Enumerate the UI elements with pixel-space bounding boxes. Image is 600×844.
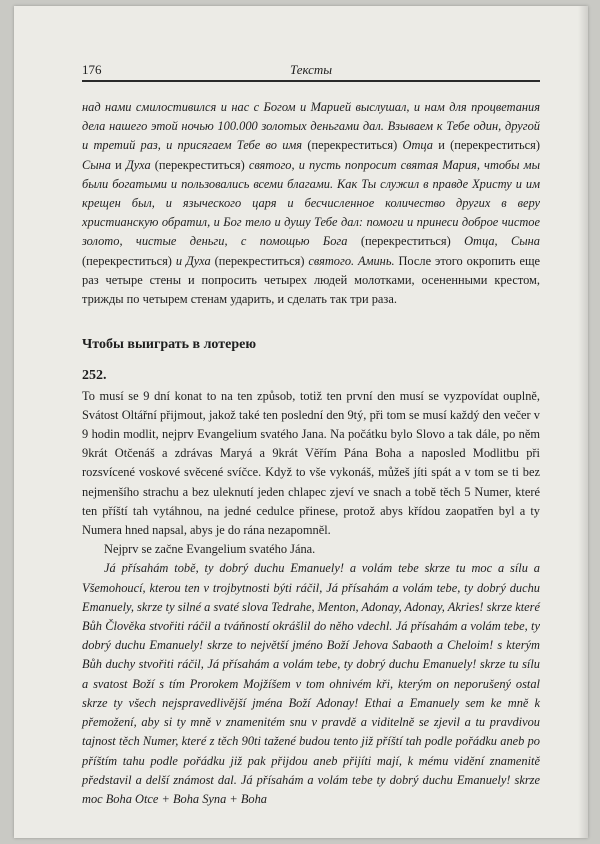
prayer-text-segment: (перекреститься) [360,234,465,249]
instructions-paragraph: To musí se 9 dní konat to na ten způsob, totiž ten první den musí se vyzpovídat ouplně, Svátost Oltářní přijmout, jakož také ten poslední den 9tý, při tom se musí každý den večer v 9 hodin modlit, nejprv Evangelium svatého Jana. Na počátku bylo Slovo a tak dále, po něm 9krát Otčenáš a zdrávas Maryá a 9krát Věřím Pána Boha a naposled Modlitbu při rozsvícené voskové svěcené svíčce. Když to vše vykonáš, můžeš jíti spát a v tom se ti bez nejmenšího strachu a bez uleknutí jeden chlapec zjeví ve snach a tobě těch 5 Numer, které ten příští tah vytáhnou, na jedné cedulce přinese, protož abys křídou zaopatřen byl a ty Numera hned napsal, abys je do rána nezapomněl. [82,388,540,538]
prayer-text-segment: и Духа [175,253,215,268]
prayer-text-segment: и (перекреститься) [438,138,540,153]
prayer-text-segment: святого, и пусть попросит святая Мария, чтобы мы были богатыми и пользовались всеми благами. Как Ты служил в правде Христу и им крещен был, и языческого царя и бесчисленное количество других в веру христианскую обратил, и Бог тело и душу Тебе дал: помоги и принеси доброе чистое золото, чистые деньги, с помощью Бога [82,157,540,249]
section-heading: Чтобы выиграть в лотерею [82,337,257,353]
prayer-text-segment: Сына [82,157,116,172]
prayer-text-segment: Духа [125,157,155,172]
page-edge-shadow [578,6,588,838]
prayer-text-segment: и [115,157,126,172]
gospel-note: Nejprv se začne Evangelium svatého Jána. [104,542,316,557]
prayer-text-segment: над нами смилостивился и нас с Богом и Марией выслушал, и нам для процветания дела нашего этой ночью 100.000 золотых деньгами дал. Взываем к Тебе один, другой и третий раз, и присягаем Тебе во имя [82,100,540,153]
page-body [82,98,540,809]
book-page [14,6,588,838]
prayer-text-segment: (перекреститься) [82,253,176,268]
page-number: 176 [82,62,102,77]
prayer-text-segment: (перекреститься) [154,157,249,172]
prayer-text-segment: святого. Аминь. [308,253,399,268]
prayer-text-segment: Отца, Сына [464,234,540,249]
prayer-text-segment: (перекреститься) [214,253,309,268]
prayer-text-segment: После этого окропить еще раз четыре стены и попросить четырех людей молотками, осененными крестом, трижды по четырем стенам ударить, и сделать так три раза. [82,253,540,307]
page-header [82,62,540,78]
prayer-paragraph [82,98,540,309]
prayer-text-segment: (перекреститься) [307,138,403,153]
running-title: Тексты [289,62,333,77]
header-rule [82,80,540,82]
invocation-paragraph: Já přísahám tobě, ty dobrý duchu Emanuely! a volám tebe skrze tu moc a sílu a Všemohoucí, kterou ten v trojbytnosti býti ráčil, Já přísahám a volám tebe, ty dobrý duchu Emanuely, skrze ty silné a svaté slova Tedrahe, Menton, Adonay, Adonay, Akries! skrze které Bůh Člověka stvořiti ráčil a tváňností okrášlil do něho vdechl. Já přísahám a volám tebe, ty dobrý duchu Emanuely! skrze to největší jméno Boží Jehova Sabaoth a Cheloim! s kterým Bůh duchy stvořiti ráčil, Já přísahám a volám tebe, ty dobrý duchu Emanuely! skrze tu sílu a svatost Boží s tím Prorokem Mojžíšem v tom ohnivém kři, kterým on neporušený ostal skrze ty všech nejspravedlivější jména Boží Adonay! Ethai a Emanuely sem ke mně k přemožení, aby si ty mně v znamenitém snu v pravdě a viditelně se zjevil a tu pravdivou tajnost těch Numer, které z těch 90ti tažené budou tento již příští tah podle pořádku aneb po příštím tahu podle pořádku již pak přijdou aneb přijíti mají, k mému vidění znamenitě představil a delší známost dal. Já přísahám a volám tebe ty dobrý duchu Emanuely! skrze moc Boha Otce + Boha Syna + Boha [82,561,540,806]
section-number: 252. [82,368,107,384]
prayer-text-segment: Отца [402,138,439,153]
